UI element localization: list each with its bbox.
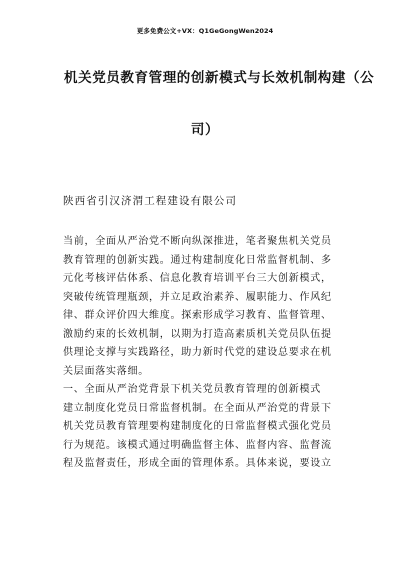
paragraph-1-line: 教育管理的创新实践。通过构建制度化日常监督机制、多 xyxy=(63,254,332,266)
paragraph-1-line: 供理论支撑与实践路径，助力新时代党的建设总要求在机 xyxy=(63,347,332,358)
paragraph-2-line: 程及监督责任，形成全面的管理体系。具体来说，要设立 xyxy=(63,458,332,469)
paragraph-1-line: 突破传统管理瓶颈，并立足政治素养、履职能力、作风纪 xyxy=(63,291,332,303)
document-title-line-1: 机关党员教育管理的创新模式与长效机制构建（公 xyxy=(64,70,375,86)
paragraph-1-line: 激励约束的长效机制，以期为打造高素质机关党员队伍提 xyxy=(63,328,332,340)
author-organization: 陕西省引汉济渭工程建设有限公司 xyxy=(63,195,237,207)
section-1-heading: 一、全面从严治党背景下机关党员教育管理的创新模式 xyxy=(63,384,321,395)
paragraph-1-line: 关层面落实落细。 xyxy=(63,365,149,377)
header-note: 更多免费公文+VX：Q1GeGongWen2024 xyxy=(136,27,274,35)
paragraph-2-line: 行为规范。该模式通过明确监督主体、监督内容、监督流 xyxy=(63,439,332,451)
document-title-line-2: 司） xyxy=(190,122,220,138)
document-body xyxy=(63,233,348,474)
paragraph-2-line: 建立制度化党员日常监督机制。在全面从严治党的背景下 xyxy=(63,402,332,414)
paragraph-2-line: 机关党员教育管理要构建制度化的日常监督模式强化党员 xyxy=(63,421,332,432)
paragraph-1-line: 当前，全面从严治党不断向纵深推进，笔者聚焦机关党员 xyxy=(63,236,332,247)
paragraph-1-line: 律、群众评价四大维度。探索形成学习教育、监督管理、 xyxy=(63,310,332,321)
paragraph-1-line: 元化考核评估体系、信息化教育培训平台三大创新模式， xyxy=(63,273,332,284)
